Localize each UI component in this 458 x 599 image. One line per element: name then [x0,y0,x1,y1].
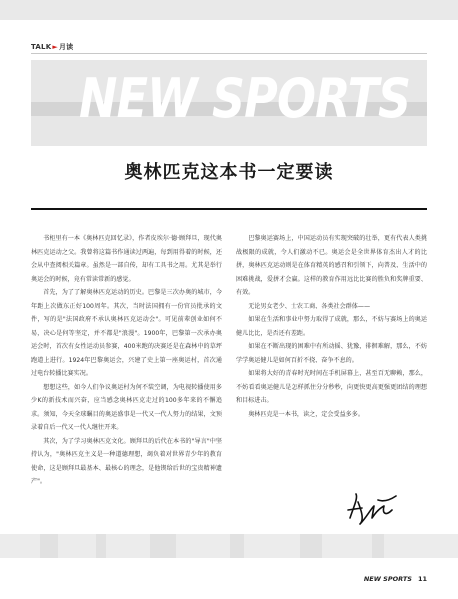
page-title: 奥林匹克这本书一定要读 [124,162,334,183]
paragraph: 如果在不断出现的困难中有所动摇、犹豫，徘徊难解，那么，不妨学学奥运健儿是如何百折不挠、奋争不息的。 [236,343,427,364]
section-prefix: TALK [31,43,52,51]
title-divider [31,208,427,210]
page-number: 11 [417,575,427,583]
section-label [31,42,73,52]
paragraph: 书柜里有一本《奥林匹克回忆录》，作者皮埃尔·德·顾拜旦，现代奥林匹克运动之父。我曾将这篇书作通读过两遍，每到用得着的时候，还会从中查阅相关篇章。虽然是一部自传，却有工具书之用。尤其是举行奥运会的时候，竟有常读常新的感觉。 [31,235,222,283]
signature-image [344,488,400,528]
page-footer [364,575,427,583]
section-name: 月读 [58,43,74,51]
paragraph: 巴黎奥运赛场上，中国运动员有实现突破的壮举，更有代表人类挑战极限的成就，令人们激动不已。奥运会是全世界体育杰出人才的比拼，奥林匹克运动则是在体育精英的感召和引领下，向普及、生活中的困难挑战，爱拼才会赢。这样的教育作用远比比赛的胜负和奖牌重要、有效。 [236,235,427,296]
body-column-left [31,232,222,489]
top-gray-bar [0,0,458,20]
top-strip [0,0,458,22]
banner [31,60,427,146]
bottom-decoration [0,534,458,558]
banner-text: NEW SPORTS [79,67,411,130]
paragraph: 首先，为了了解奥林匹克运动的历史。巴黎是三次办奥的城市，今年距上次做东正好100周年。其次，当时法国拥有一份官员批承的文件，写的是"法国政府不承认奥林匹克运动会"。可见前辈创业如何不易，决心是何等坚定，并不都是"浪漫"。1900年，巴黎第一次承办奥运会时，首次有女性运动员参赛，400米跑的决赛还是在森林中的草坪跑道上进行。1924年巴黎奥运会，兴建了史上第一座奥运村，首次通过电台转播比赛实况。 [31,289,222,377]
paragraph: 想想这些，如今人们争议奥运村为何不装空调，为电视转播使用多少K的新技术而兴奋，应当感念奥林匹克走过的100多年来的不懈追求。须知，今天全球瞩目的奥运盛事是一代又一代人努力的结果，文预录着自后一代又一代人继往开来。 [31,383,222,431]
paragraph: 无论男女老少、士农工商、各类社会群体—— [248,302,371,310]
arrow-icon: ► [52,43,58,51]
footer-brand: NEW SPORTS [363,575,412,583]
decorative-stripes [0,534,458,558]
section-divider [31,53,427,54]
body-column-right [236,232,427,421]
paragraph: 其次，为了学习奥林匹克文化。顾拜旦的后代在本书的"导言"中坚持认为，"奥林匹克主义是一种道德理想，竭负着对世界青少年的教育使命，这是顾拜旦最基本、最核心的理念，是他锲给后世的宝贵精神遗产"。 [31,437,222,485]
paragraph: 如果将大好的青春时光时间在手机屏幕上，甚至百无聊赖，那么，不妨看看奥运健儿是怎样抓住分分秒秒，向更快更高更强更团结的理想和目标进击。 [236,370,427,404]
paragraph: 奥林匹克是一本书，读之，定会受益多多。 [248,410,364,418]
paragraph: 如果在生活和事业中努力取得了成就，那么，不妨与赛场上的奥运健儿比比，是否还有差距。 [236,316,427,337]
